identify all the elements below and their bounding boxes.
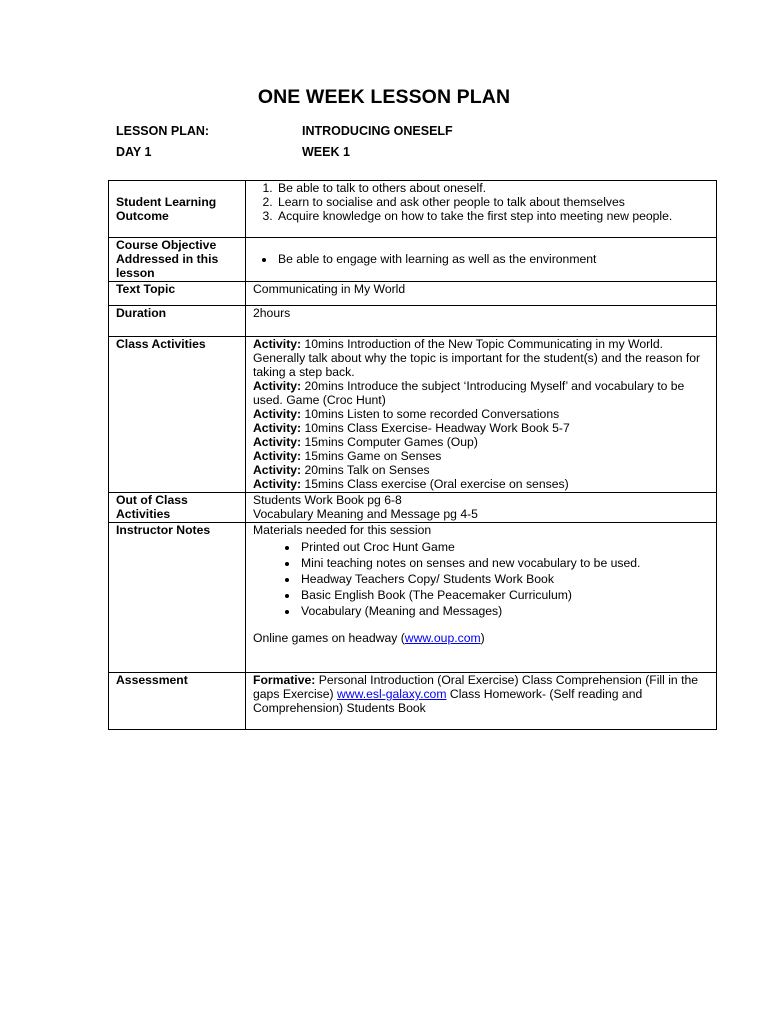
- objective-value: [246, 238, 717, 282]
- online-games-prefix: Online games on headway (: [253, 631, 405, 645]
- assessment-value: [246, 673, 717, 730]
- activity-item: [253, 337, 710, 379]
- out-of-class-line: Students Work Book pg 6-8: [253, 493, 402, 507]
- list-item: 3. Acquire knowledge on how to take the first step into meeting new people.: [276, 209, 710, 223]
- activity-text: 10mins Class Exercise- Headway Work Book 5-7: [301, 421, 570, 435]
- activity-prefix: Activity:: [253, 337, 302, 351]
- objective-label: Course Objective Addressed in this lesson: [109, 238, 246, 282]
- activity-text: 15mins Class exercise (Oral exercise on senses): [301, 477, 569, 491]
- list-item: • Headway Teachers Copy/ Students Work Book: [299, 571, 710, 587]
- week-label: WEEK 1: [302, 145, 350, 159]
- activity-text: 20mins Talk on Senses: [301, 463, 430, 477]
- activity-text: 10mins Listen to some recorded Conversations: [301, 407, 560, 421]
- activities-value: [246, 337, 717, 493]
- table-row-objective: [109, 238, 717, 282]
- activity-prefix: Activity:: [253, 477, 302, 491]
- instructor-notes-label: Instructor Notes: [109, 523, 246, 673]
- activity-item: [253, 477, 710, 491]
- activity-item: [253, 435, 710, 449]
- activity-prefix: Activity:: [253, 463, 302, 477]
- outcome-value: [246, 181, 717, 238]
- table-row-activities: [109, 337, 717, 493]
- lesson-plan-row: [116, 124, 453, 138]
- activity-item: [253, 449, 710, 463]
- out-of-class-label: Out of Class Activities: [109, 493, 246, 523]
- out-of-class-value: [246, 493, 717, 523]
- activities-label: Class Activities: [109, 337, 246, 493]
- activity-text: 20mins Introduce the subject ‘Introducing Myself’ and vocabulary to be used. Game (Croc Hunt): [253, 379, 685, 407]
- list-item: • Be able to engage with learning as well as the environment: [276, 252, 710, 266]
- page-title: ONE WEEK LESSON PLAN: [257, 86, 511, 108]
- list-item: • Vocabulary (Meaning and Messages): [299, 603, 710, 619]
- assessment-text-2: Class Homework- (Self reading and Comprehension) Students Book: [253, 687, 643, 715]
- activity-prefix: Activity:: [253, 449, 302, 463]
- activity-item: [253, 463, 710, 477]
- list-item: • Printed out Croc Hunt Game: [299, 539, 710, 555]
- activity-item: [253, 407, 710, 421]
- activity-text: 15mins Game on Senses: [301, 449, 442, 463]
- day-label: DAY 1: [116, 145, 152, 159]
- outcome-list: [253, 181, 710, 223]
- activity-item: [253, 421, 710, 435]
- online-games-suffix: ): [480, 631, 485, 645]
- day-week-row: [116, 145, 350, 159]
- activity-prefix: Activity:: [253, 407, 302, 421]
- duration-label: Duration: [109, 306, 246, 337]
- duration-value: 2hours: [246, 306, 717, 337]
- assessment-label: Assessment: [109, 673, 246, 730]
- table-row-out-of-class: [109, 493, 717, 523]
- table-row-instructor-notes: [109, 523, 717, 673]
- list-item: • Basic English Book (The Peacemaker Curriculum): [299, 587, 710, 603]
- instructor-notes-intro: Materials needed for this session: [253, 523, 432, 537]
- activity-prefix: Activity:: [253, 435, 302, 449]
- activity-prefix: Activity:: [253, 421, 302, 435]
- objective-list: [253, 252, 710, 266]
- table-row-text-topic: [109, 282, 717, 306]
- instructor-notes-value: [246, 523, 717, 673]
- activity-prefix: Activity:: [253, 379, 302, 393]
- online-games-line: [253, 631, 710, 645]
- list-item: 1. Be able to talk to others about oneself.: [276, 181, 710, 195]
- table-row-duration: [109, 306, 717, 337]
- list-item: • Mini teaching notes on senses and new vocabulary to be used.: [299, 555, 710, 571]
- oup-link[interactable]: www.oup.com: [404, 631, 481, 645]
- lesson-plan-table: [108, 180, 717, 730]
- lesson-plan-label: LESSON PLAN:: [116, 124, 210, 138]
- out-of-class-line: Vocabulary Meaning and Message pg 4-5: [253, 507, 478, 521]
- assessment-prefix: Formative:: [253, 673, 316, 687]
- esl-galaxy-link[interactable]: www.esl-galaxy.com: [337, 687, 447, 701]
- table-row-assessment: [109, 673, 717, 730]
- materials-list: [253, 539, 710, 619]
- lesson-plan-value: INTRODUCING ONESELF: [302, 124, 453, 138]
- text-topic-value: Communicating in My World: [246, 282, 717, 306]
- assessment-text-1: Personal Introduction (Oral Exercise) Class Comprehension (Fill in the gaps Exercise): [253, 673, 699, 701]
- spacer: [253, 619, 710, 631]
- list-item: 2. Learn to socialise and ask other people to talk about themselves: [276, 195, 710, 209]
- text-topic-label: Text Topic: [109, 282, 246, 306]
- outcome-label: Student Learning Outcome: [109, 181, 246, 238]
- activity-item: [253, 379, 710, 407]
- activity-text: 15mins Computer Games (Oup): [301, 435, 478, 449]
- table-row-outcome: [109, 181, 717, 238]
- activity-text: 10mins Introduction of the New Topic Communicating in my World. Generally talk about why the topic is important for the student(s) and the reason for taking a step back.: [253, 337, 701, 379]
